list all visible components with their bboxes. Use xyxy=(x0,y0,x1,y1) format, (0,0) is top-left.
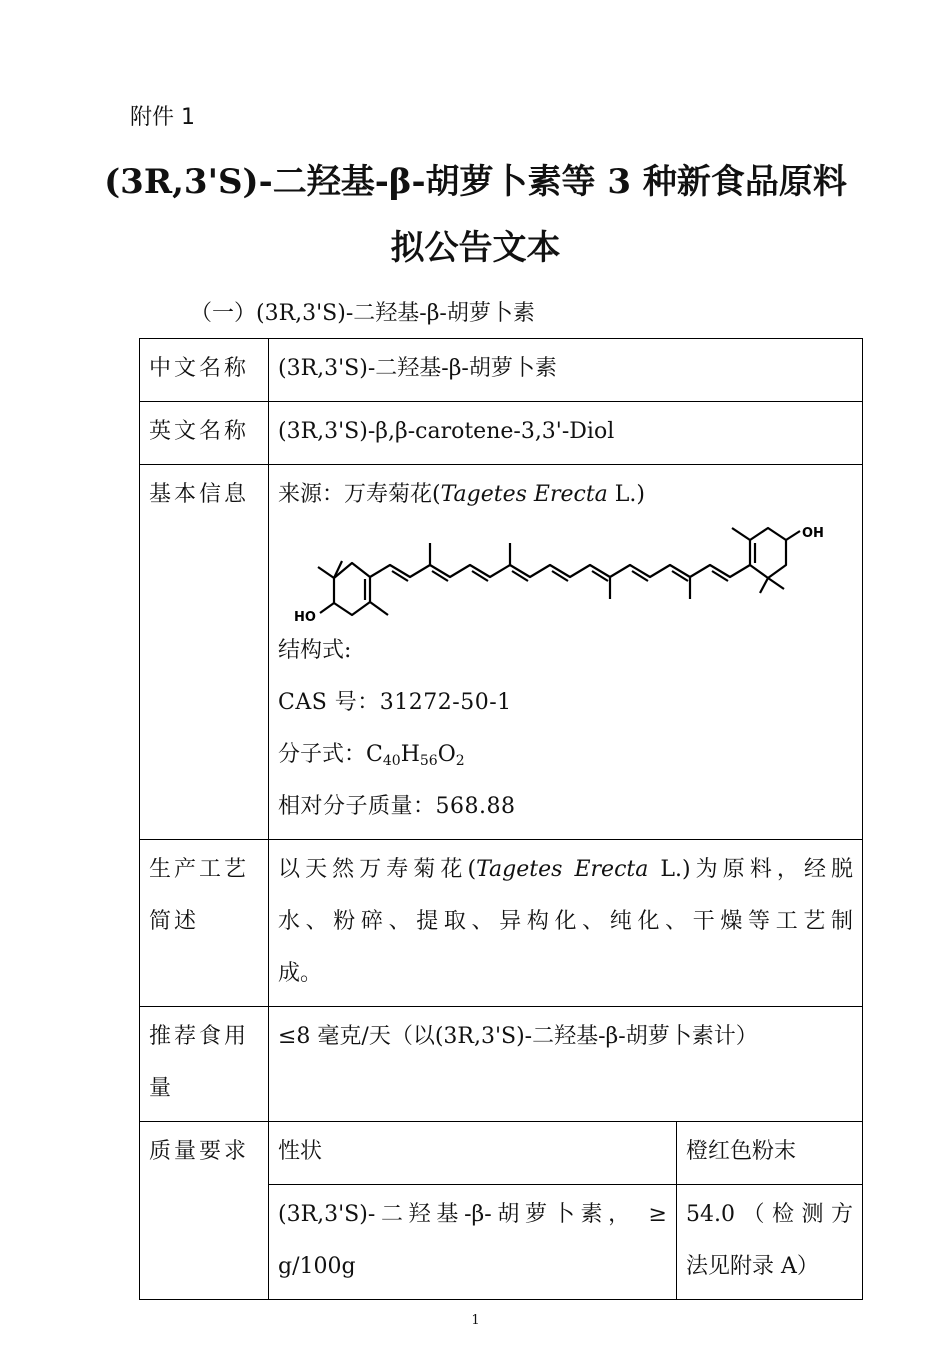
cas-number: CAS 号：31272-50-1 xyxy=(278,690,512,715)
item-value-line2: 法见附录 A） xyxy=(686,1254,819,1279)
table-row-cn-name xyxy=(140,339,863,402)
formula-prefix: 分子式： xyxy=(278,742,367,767)
molecular-weight: 相对分子质量：568.88 xyxy=(278,794,516,819)
process-species: Tagetes Erecta xyxy=(476,857,649,882)
value-basic-info xyxy=(269,465,863,840)
document-title-line1: (3R,3'S)-二羟基-β-胡萝卜素等 3 种新食品原料 xyxy=(104,162,847,202)
value-process xyxy=(269,840,863,1007)
source-species: Tagetes Erecta xyxy=(440,482,608,507)
structure-label: 结构式: xyxy=(278,638,352,663)
table-row-en-name xyxy=(140,402,863,465)
item-name-line1: (3R,3'S)-二羟基-β-胡萝卜素， ≥ xyxy=(278,1202,667,1227)
value-text: (3R,3'S)-二羟基-β-胡萝卜素 xyxy=(278,356,557,381)
value-intake xyxy=(269,1007,863,1122)
item-name-text: 性状 xyxy=(278,1139,323,1164)
formula-c-count: 40 xyxy=(382,753,401,769)
formula-o: O xyxy=(437,742,456,767)
item-name-line2: g/100g xyxy=(278,1254,356,1279)
table-row-quality-1 xyxy=(140,1122,863,1185)
quality-item2-value xyxy=(677,1185,863,1300)
label-process xyxy=(140,840,269,1007)
intake-text: ≤8 毫克/天（以(3R,3'S)-二羟基-β-胡萝卜素计） xyxy=(278,1024,758,1049)
value-text: (3R,3'S)-β,β-carotene-3,3'-Diol xyxy=(278,419,615,444)
page-number: 1 xyxy=(471,1313,480,1328)
intake-spacer xyxy=(278,1063,853,1115)
label-en-name xyxy=(140,402,269,465)
formula-h-count: 56 xyxy=(419,753,438,769)
label-intake xyxy=(140,1007,269,1122)
label-text-line1: 生产工艺 xyxy=(149,857,250,882)
spec-table xyxy=(139,338,863,1300)
label-text-line2: 简述 xyxy=(149,909,200,934)
table-row-intake xyxy=(140,1007,863,1122)
table-row-basic-info xyxy=(140,465,863,840)
source-line xyxy=(278,469,853,521)
label-text: 基本信息 xyxy=(149,482,250,507)
process-prefix: 以天然万寿菊花( xyxy=(278,857,477,882)
section-heading: （一）(3R,3'S)-二羟基-β-胡萝卜素 xyxy=(190,301,535,326)
formula-h: H xyxy=(400,742,420,767)
process-line2: 水、粉碎、提取、异构化、纯化、干燥等工艺制 xyxy=(278,909,854,934)
label-text-line1: 推荐食用 xyxy=(149,1024,250,1049)
quality-item1-name xyxy=(269,1122,677,1185)
value-en-name xyxy=(269,402,863,465)
item-value-text: 橙红色粉末 xyxy=(686,1139,797,1164)
source-suffix: L.) xyxy=(607,482,645,507)
molecular-formula xyxy=(278,729,853,781)
label-text: 中文名称 xyxy=(149,356,250,381)
process-line1 xyxy=(278,844,853,896)
label-text-line2: 量 xyxy=(149,1076,175,1101)
label-basic-info xyxy=(140,465,269,840)
quality-item1-value xyxy=(677,1122,863,1185)
document-title-line2: 拟公告文本 xyxy=(390,228,561,268)
oh-label-right: OH xyxy=(802,526,824,541)
process-mid: L.)为原料，经脱 xyxy=(648,857,854,882)
label-text: 英文名称 xyxy=(149,419,250,444)
table-row-process xyxy=(140,840,863,1007)
item-value-line1: 54.0（检测方 xyxy=(686,1202,854,1227)
value-cn-name xyxy=(269,339,863,402)
label-cn-name xyxy=(140,339,269,402)
oh-label-left: HO xyxy=(294,610,316,625)
formula-o-count: 2 xyxy=(455,753,465,769)
process-line3: 成。 xyxy=(278,961,323,986)
attachment-label: 附件 1 xyxy=(130,105,195,130)
source-prefix: 来源：万寿菊花( xyxy=(278,482,441,507)
structural-formula-image xyxy=(280,515,840,627)
formula-c: C xyxy=(366,742,383,767)
label-text: 质量要求 xyxy=(149,1139,250,1164)
label-quality xyxy=(140,1122,269,1300)
quality-item2-name xyxy=(269,1185,677,1300)
